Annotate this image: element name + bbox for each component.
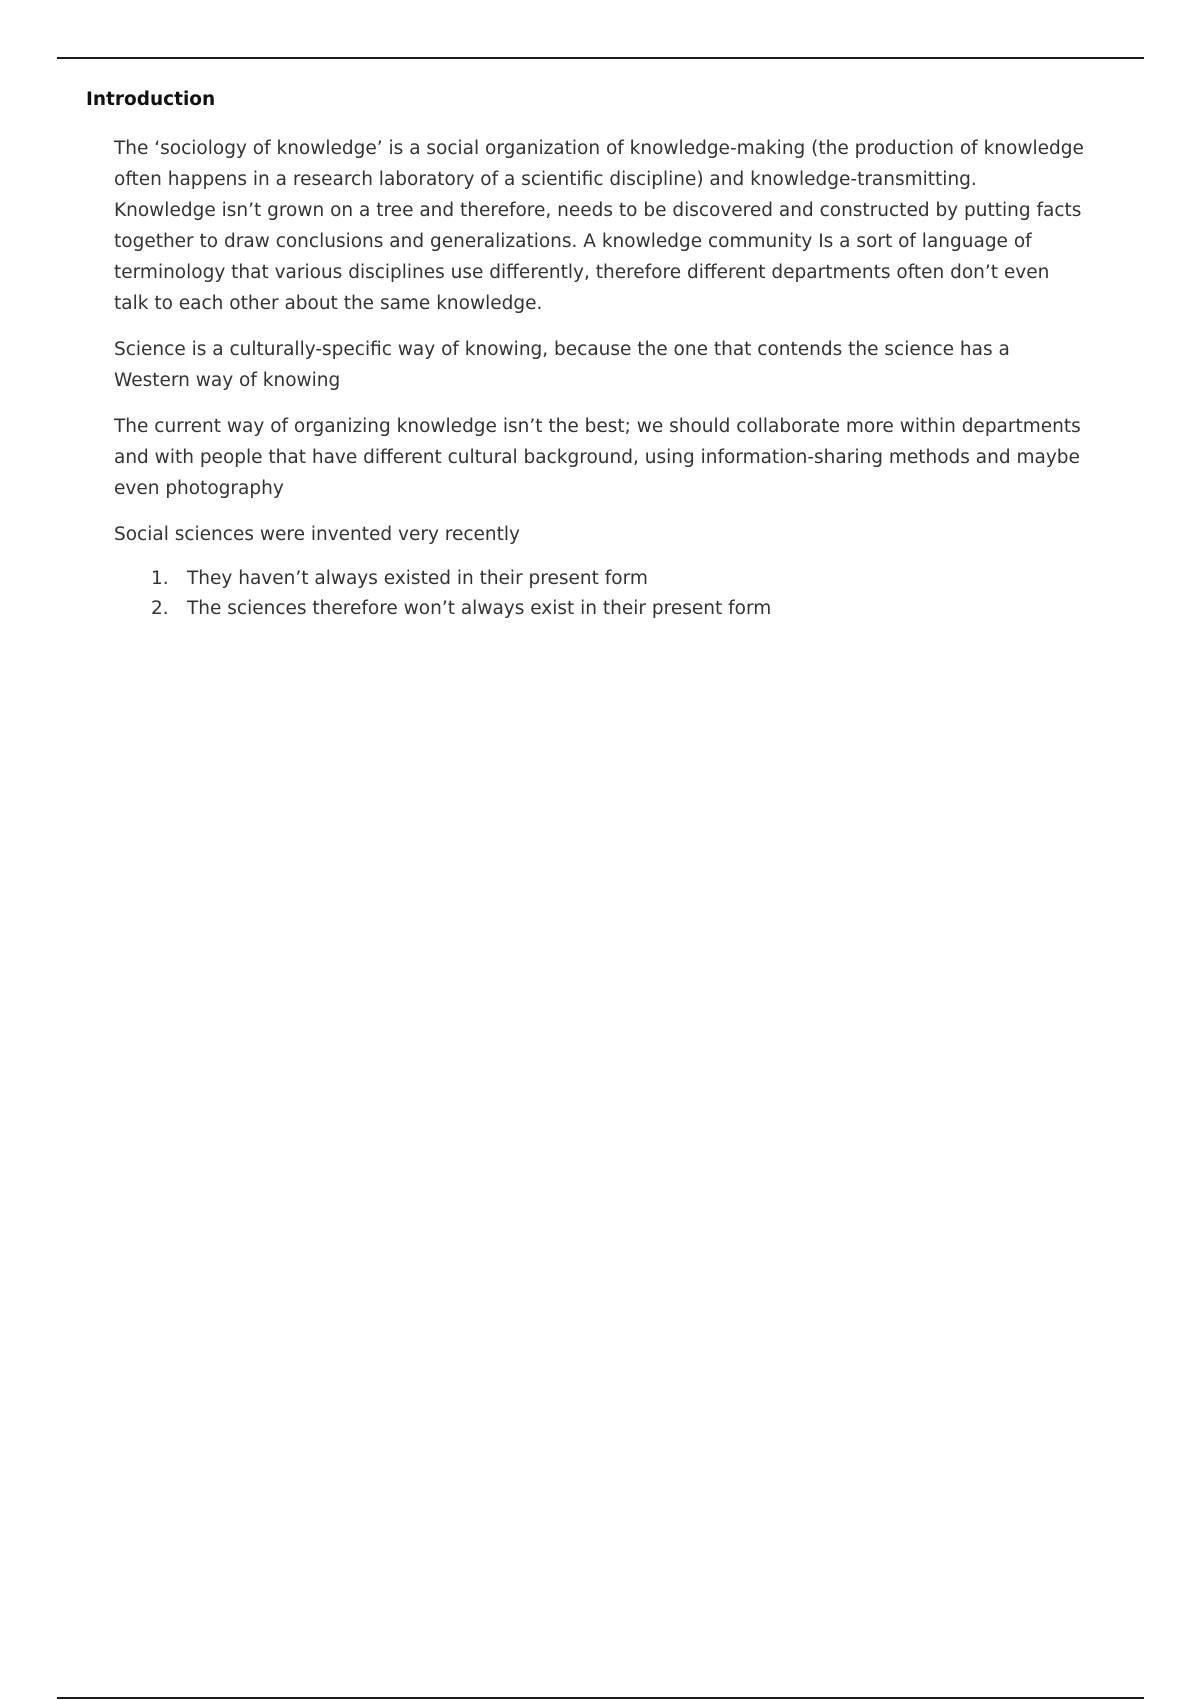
numbered-list [114,564,1084,624]
paragraph-sociology-of-knowledge: The ‘sociology of knowledge’ is a social organization of knowledge-making (the production of knowledge often happens in a research laboratory of a scientific discipline) and knowledge-transmitting. Knowledge isn’t grown on a tree and therefore, needs to be discovered and constructed by putting facts together to draw conclusions and generalizations. A knowledge community Is a sort of language of terminology that various disciplines use differently, therefore different departments often don’t even talk to each other about the same knowledge. [114,138,1084,314]
section-heading: Introduction [86,89,216,110]
list-item-number: 1. [151,568,169,589]
bottom-rule [57,1697,1144,1699]
list-item [114,594,1084,624]
list-item-number: 2. [151,598,169,619]
list-item-text: They haven’t always existed in their present form [187,568,648,589]
top-rule [57,57,1144,59]
list-item-text: The sciences therefore won’t always exist in their present form [187,598,772,619]
document-body [114,133,1084,624]
paragraph-social-sciences: Social sciences were invented very recently [114,524,520,545]
paragraph-organizing-knowledge: The current way of organizing knowledge isn’t the best; we should collaborate more within departments and with people that have different cultural background, using information-sharing methods and maybe even photography [114,416,1081,499]
list-item [114,564,1084,594]
paragraph-science-culturally-specific: Science is a culturally-specific way of knowing, because the one that contends the science has a Western way of knowing [114,339,1010,391]
